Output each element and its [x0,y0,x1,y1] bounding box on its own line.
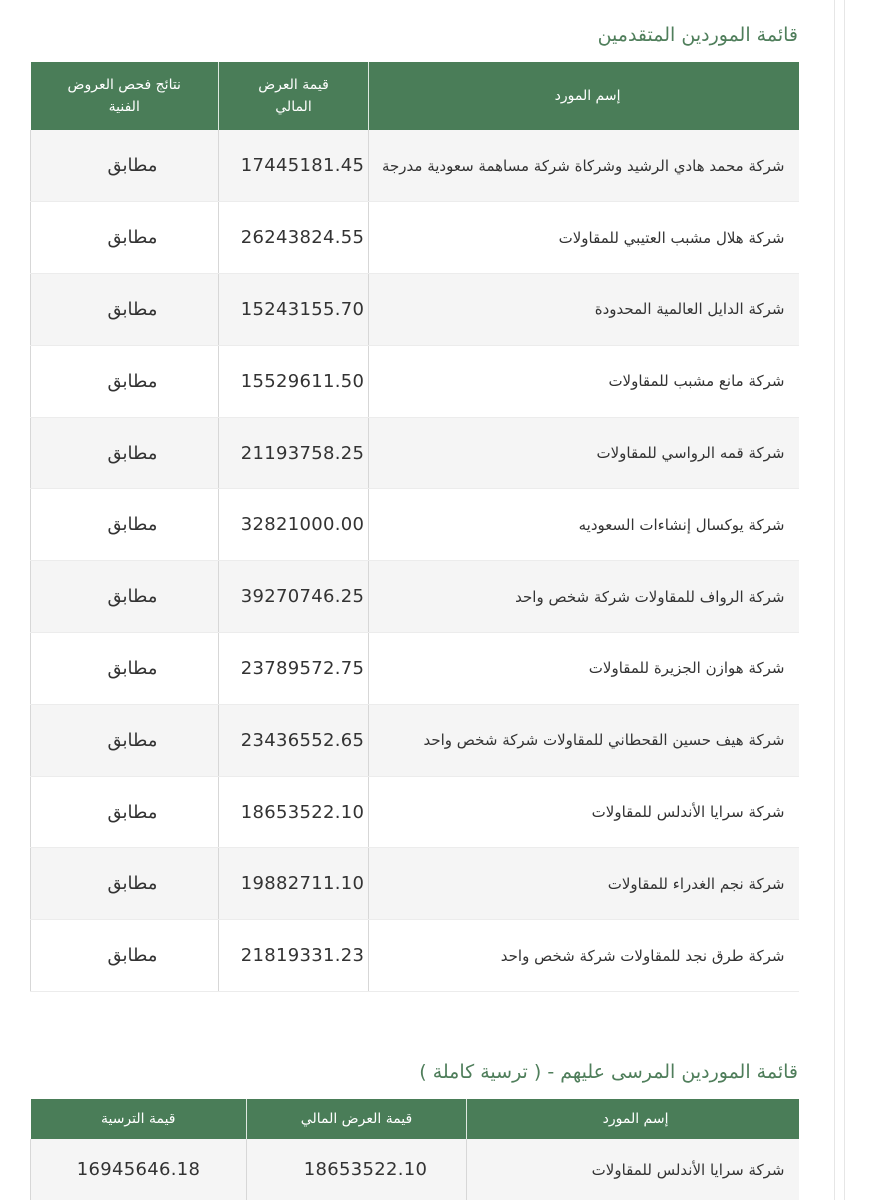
header-awarded-supplier-name: إسم المورد [467,1099,799,1139]
header-offer-value: قيمة العرض المالي [219,62,369,130]
awarded-table [30,1099,799,1200]
header-technical-result: نتائج فحص العروض الفنية [31,62,219,130]
supplier-name-cell: شركة نجم الغدراء للمقاولات [369,848,799,920]
table-row [31,561,799,633]
offer-value-cell: 39270746.25 [219,561,369,633]
award-value-cell: 16945646.18 [31,1139,247,1200]
supplier-name-cell: شركة الدايل العالمية المحدودة [369,274,799,346]
table-row [31,1139,799,1200]
table-row [31,417,799,489]
technical-result-cell: مطابق [31,489,219,561]
header-awarded-offer-value: قيمة العرض المالي [247,1099,467,1139]
offer-value-cell: 26243824.55 [219,202,369,274]
supplier-name-cell: شركة طرق نجد للمقاولات شركة شخص واحد [369,920,799,992]
technical-result-cell: مطابق [31,274,219,346]
awarded-supplier-name-cell: شركة سرايا الأندلس للمقاولات [467,1139,799,1200]
technical-result-cell: مطابق [31,130,219,202]
technical-result-cell: مطابق [31,920,219,992]
table-row [31,776,799,848]
technical-result-cell: مطابق [31,633,219,705]
supplier-name-cell: شركة هوازن الجزيرة للمقاولات [369,633,799,705]
header-award-value: قيمة الترسية [31,1099,247,1139]
table-row [31,704,799,776]
awarded-section-title: قائمة الموردين المرسى عليهم - ( ترسية كاملة ) [419,1061,798,1083]
offer-value-cell: 23789572.75 [219,633,369,705]
table-row [31,848,799,920]
technical-result-cell: مطابق [31,417,219,489]
offer-value-cell: 19882711.10 [219,848,369,920]
technical-result-cell: مطابق [31,561,219,633]
offer-value-cell: 17445181.45 [219,130,369,202]
awarded-table-header [31,1099,799,1139]
technical-result-cell: مطابق [31,848,219,920]
supplier-name-cell: شركة يوكسال إنشاءات السعوديه [369,489,799,561]
offer-value-cell: 15529611.50 [219,345,369,417]
supplier-name-cell: شركة محمد هادي الرشيد وشركاة شركة مساهمة سعودية مدرجة [369,130,799,202]
awarded-offer-value-cell: 18653522.10 [247,1139,467,1200]
table-row [31,274,799,346]
supplier-name-cell: شركة قمه الرواسي للمقاولات [369,417,799,489]
technical-result-cell: مطابق [31,776,219,848]
header-supplier-name: إسم المورد [369,62,799,130]
suppliers-section-title: قائمة الموردين المتقدمين [597,24,798,46]
supplier-name-cell: شركة سرايا الأندلس للمقاولات [369,776,799,848]
offer-value-cell: 21193758.25 [219,417,369,489]
table-row [31,633,799,705]
supplier-name-cell: شركة الرواف للمقاولات شركة شخص واحد [369,561,799,633]
scroll-area-divider [834,0,835,1200]
suppliers-table [30,62,799,992]
technical-result-cell: مطابق [31,202,219,274]
offer-value-cell: 18653522.10 [219,776,369,848]
offer-value-cell: 32821000.00 [219,489,369,561]
table-row [31,130,799,202]
technical-result-cell: مطابق [31,345,219,417]
supplier-name-cell: شركة مانع مشبب للمقاولات [369,345,799,417]
page-edge-divider [844,0,845,1200]
supplier-name-cell: شركة هلال مشبب العتيبي للمقاولات [369,202,799,274]
offer-value-cell: 15243155.70 [219,274,369,346]
supplier-name-cell: شركة هيف حسين القحطاني للمقاولات شركة شخص واحد [369,704,799,776]
table-row [31,920,799,992]
offer-value-cell: 23436552.65 [219,704,369,776]
table-row [31,202,799,274]
table-row [31,489,799,561]
offer-value-cell: 21819331.23 [219,920,369,992]
technical-result-cell: مطابق [31,704,219,776]
suppliers-table-header [31,62,799,130]
table-row [31,345,799,417]
